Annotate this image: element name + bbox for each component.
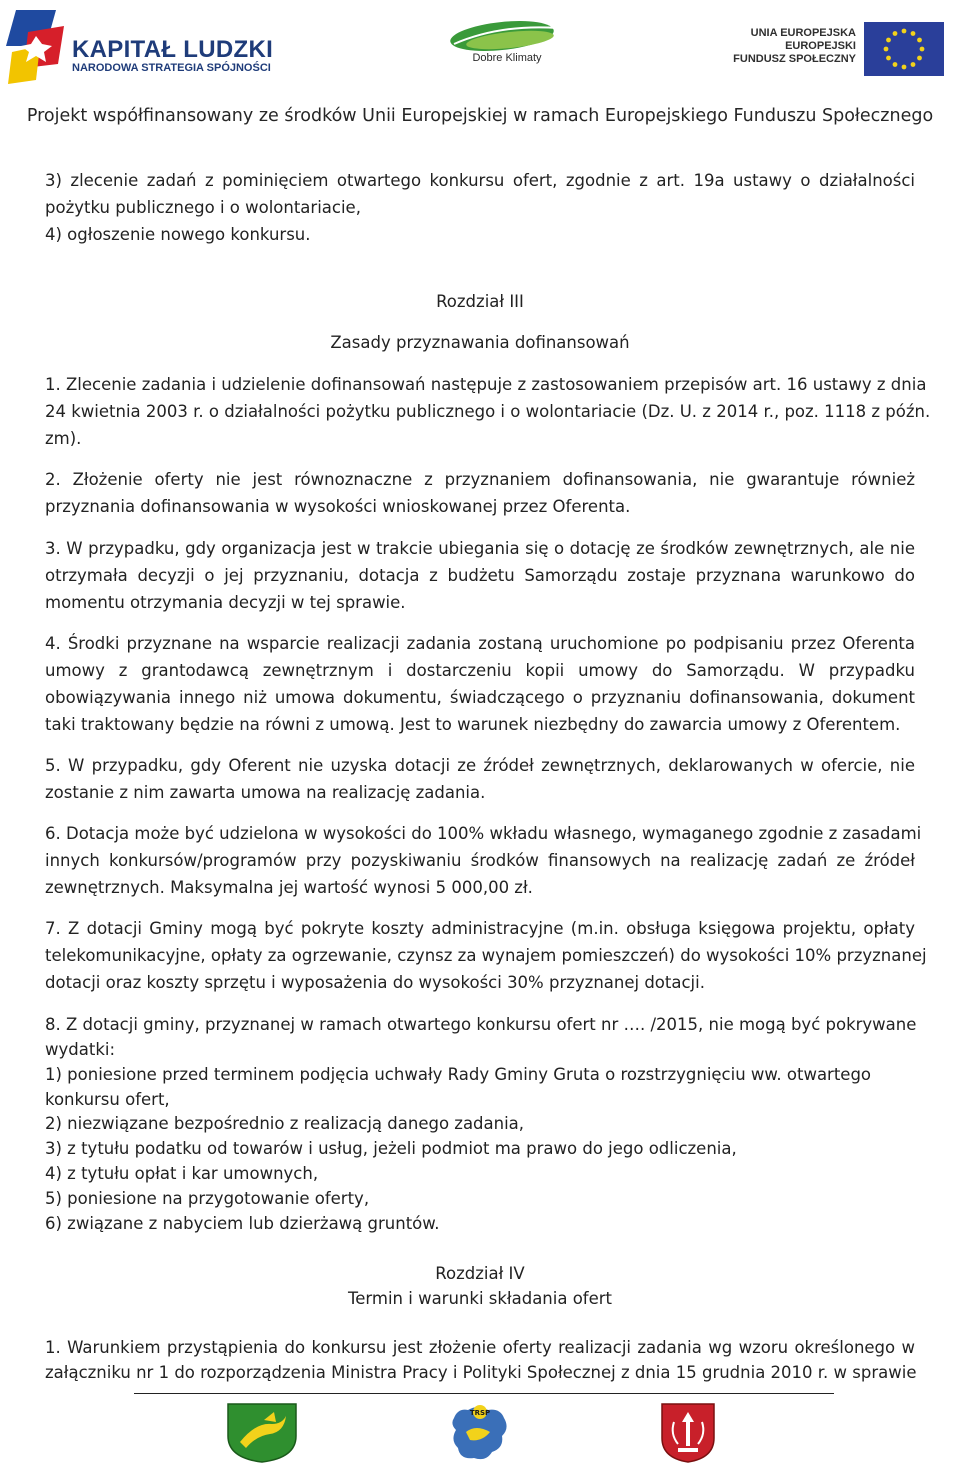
- paragraph-line: obowiązywania innego niż umowa dokumentu, świadczącego o przyznaniu dofinansowania, dokument: [45, 688, 915, 707]
- project-cofinancing-line: Projekt współfinansowany ze środków Unii Europejskiej w ramach Europejskiego Funduszu Społecznego: [26, 106, 934, 126]
- gmina-crest-left-icon: [226, 1402, 298, 1464]
- paragraph-line: załączniku nr 1 do rozporządzenia Ministra Pracy i Polityki Społecznej z dnia 15 grudnia 2010 r. w sprawie: [45, 1363, 917, 1382]
- trsp-logo-icon: [448, 1402, 512, 1464]
- paragraph-line: zm).: [45, 429, 82, 448]
- intro-line-1: 3) zlecenie zadań z pominięciem otwartego konkursu ofert, zgodnie z art. 19a ustawy o działalności: [45, 171, 915, 190]
- leaf-icon: [440, 14, 570, 54]
- list-item: konkursu ofert,: [45, 1090, 170, 1109]
- chapter-4-heading: Rozdział IV: [435, 1264, 525, 1283]
- intro-line-2: pożytku publicznego i o wolontariacie,: [45, 198, 361, 217]
- dobre-klimaty-logo: [440, 14, 570, 84]
- list-item: 1) poniesione przed terminem podjęcia uchwały Rady Gminy Gruta o rozstrzygnięciu ww. otwartego: [45, 1065, 872, 1084]
- eu-flag-icon: [864, 22, 944, 76]
- paragraph-line: 1. Zlecenie zadania i udzielenie dofinansowań następuje z zastosowaniem przepisów art. 16 ustawy z dnia: [45, 375, 927, 394]
- paragraph-line: taki traktowany będzie na równi z umową. Jest to warunek niezbędny do zawarcia umowy z Oferentem.: [45, 715, 901, 734]
- paragraph-line: 3. W przypadku, gdy organizacja jest w trakcie ubiegania się o dotację ze środków zewnętrznych, ale nie: [45, 539, 915, 558]
- paragraph-line: przyznania dofinansowania w wysokości wnioskowanej przez Oferenta.: [45, 497, 631, 516]
- paragraph-line: zewnętrznych. Maksymalna jej wartość wynosi 5 000,00 zł.: [45, 878, 533, 897]
- eu-line-2: EUROPEJSKI: [785, 40, 856, 52]
- dobre-klimaty-text: Dobre Klimaty: [472, 52, 542, 64]
- chapter-3-heading: Rozdział III: [436, 292, 524, 311]
- paragraph-line: 5. W przypadku, gdy Oferent nie uzyska dotacji ze źródeł zewnętrznych, deklarowanych w ofercie, nie: [45, 756, 915, 775]
- paragraph-line: telekomunikacyjne, opłaty za ogrzewanie, czynsz za wynajem pomieszczeń) do wysokości 10% przyznanej: [45, 946, 927, 965]
- paragraph-line: 7. Z dotacji Gminy mogą być pokryte koszty administracyjne (m.in. obsługa księgowa projektu, opłaty: [45, 919, 915, 938]
- paragraph-line: 4. Środki przyznane na wsparcie realizacji zadania zostaną uruchomione po podpisaniu przez Oferenta: [45, 634, 915, 653]
- paragraph-line: umowy z grantodawcą zewnętrznym i dostarczeniu kopii umowy do Samorządu. W przypadku: [45, 661, 915, 680]
- eu-line-3: FUNDUSZ SPOŁECZNY: [733, 53, 856, 65]
- eu-logo: [733, 20, 952, 80]
- paragraph-line: otrzymała decyzji o jej przyznaniu, dotacja z budżetu Samorządu zostaje przyznana warunkowo do: [45, 566, 915, 585]
- paragraph-line: 8. Z dotacji gminy, przyznanej w ramach otwartego konkursu ofert nr …. /2015, nie mogą być pokrywane: [45, 1015, 917, 1034]
- kapital-ludzki-subtitle: NARODOWA STRATEGIA SPÓJNOŚCI: [72, 62, 271, 74]
- list-item: 3) z tytułu podatku od towarów i usług, jeżeli podmiot ma prawo do jego odliczenia,: [45, 1139, 737, 1158]
- paragraph-line: zostanie z nim zawarta umowa na realizację zadania.: [45, 783, 486, 802]
- paragraph-line: 24 kwietnia 2003 r. o działalności pożytku publicznego i o wolontariacie (Dz. U. z 2014 r., poz. 1118 z późn.: [45, 402, 931, 421]
- list-item: 5) poniesione na przygotowanie oferty,: [45, 1189, 370, 1208]
- kapital-ludzki-emblem-icon: [6, 6, 70, 86]
- list-item: 4) z tytułu opłat i kar umownych,: [45, 1164, 319, 1183]
- paragraph-line: momentu otrzymania decyzji w tej sprawie.: [45, 593, 406, 612]
- kapital-ludzki-logo: [6, 6, 274, 86]
- list-item: 2) niezwiązane bezpośrednio z realizacją danego zadania,: [45, 1114, 525, 1133]
- paragraph-line: 1. Warunkiem przystąpienia do konkursu jest złożenie oferty realizacji zadania wg wzoru określonego w: [45, 1338, 915, 1357]
- eu-line-1: UNIA EUROPEJSKA: [750, 27, 856, 39]
- footer-divider: [134, 1393, 834, 1394]
- chapter-3-subheading: Zasady przyznawania dofinansowań: [330, 333, 630, 352]
- paragraph-line: dotacji oraz koszty sprzętu i wyposażenia do wysokości 30% przyznanej dotacji.: [45, 973, 705, 992]
- trsp-label: TRSP: [469, 1409, 491, 1417]
- list-item: 6) związane z nabyciem lub dzierżawą gruntów.: [45, 1214, 440, 1233]
- paragraph-line: wydatki:: [45, 1040, 116, 1059]
- paragraph-line: innych konkursów/programów przy pozyskiwaniu środków finansowych na realizację zadań ze źródeł: [45, 851, 915, 870]
- paragraph-line: 2. Złożenie oferty nie jest równoznaczne z przyznaniem dofinansowania, nie gwarantuje również: [45, 470, 915, 489]
- intro-line-3: 4) ogłoszenie nowego konkursu.: [45, 225, 311, 244]
- kapital-ludzki-title: KAPITAŁ LUDZKI: [72, 36, 274, 63]
- gmina-crest-right-icon: [660, 1402, 716, 1464]
- eu-text: [733, 26, 856, 66]
- chapter-4-subheading: Termin i warunki składania ofert: [347, 1289, 613, 1308]
- paragraph-line: 6. Dotacja może być udzielona w wysokości do 100% wkładu własnego, wymaganego zgodnie z zasadami: [45, 824, 922, 843]
